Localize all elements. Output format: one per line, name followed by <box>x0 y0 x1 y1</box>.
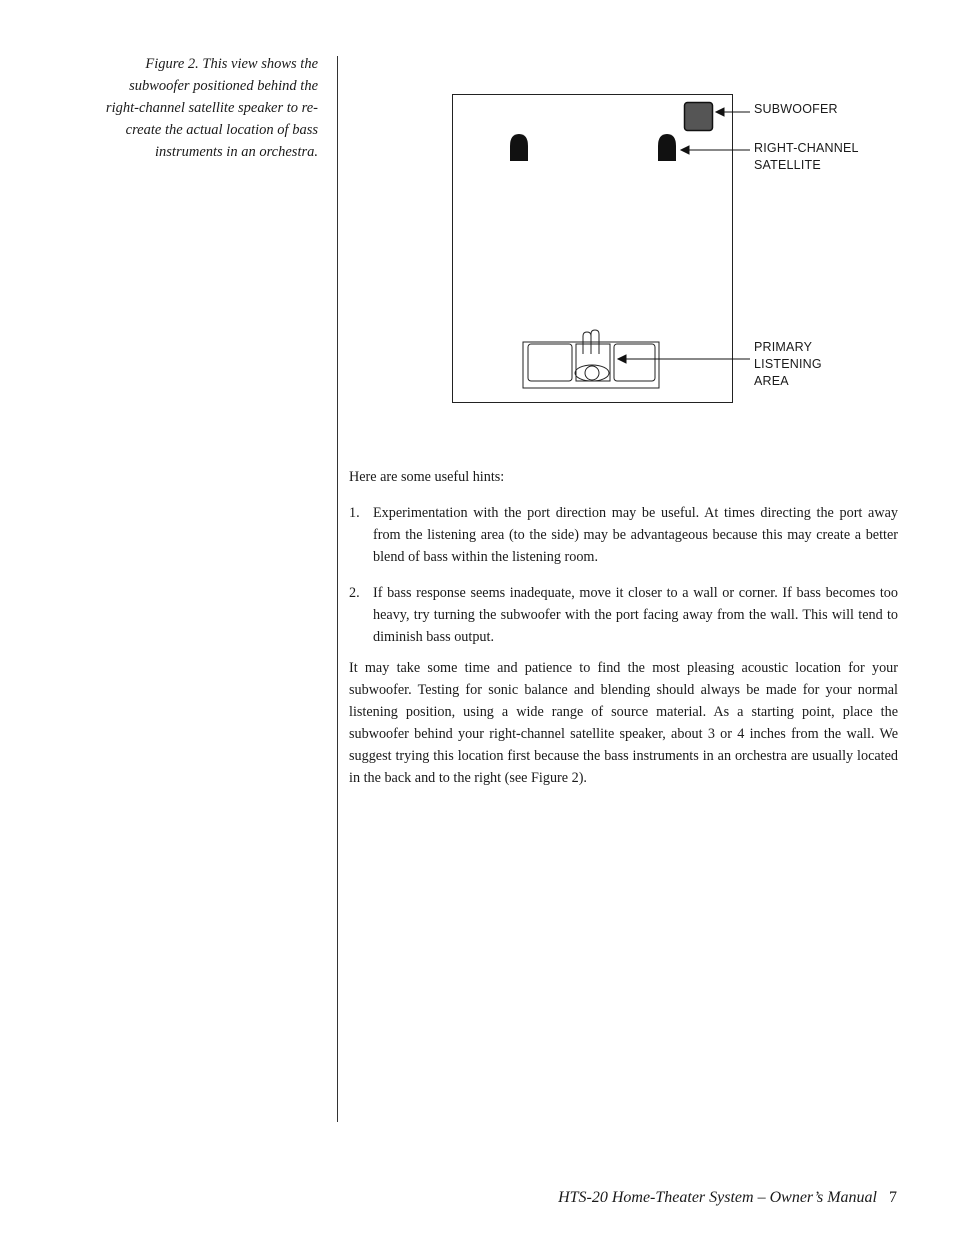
hints-intro: Here are some useful hints: <box>349 469 505 485</box>
page-number: 7 <box>889 1189 897 1206</box>
main-text <box>349 466 898 789</box>
manual-title: HTS-20 Home-Theater System – Owner’s Manual <box>558 1189 877 1206</box>
right-channel-satellite-label: RIGHT-CHANNEL SATELLITE <box>754 141 859 172</box>
figure-caption: Figure 2. This view shows the subwoofer positioned behind the right-channel satellite speaker to re-create the actual location of bass instruments in an orchestra. <box>105 56 318 160</box>
list-number: 1. <box>349 505 360 521</box>
subwoofer-label: SUBWOOFER <box>754 102 838 116</box>
primary-listening-area-label: PRIMARY LISTENING AREA <box>754 340 822 388</box>
room-outline <box>453 95 733 403</box>
page-footer <box>558 1189 897 1207</box>
closing-paragraph: It may take some time and patience to find the most pleasing acoustic location for your subwoofer. Testing for sonic balance and blending should always be made for your normal listening position, using a wide range of source material. As a starting point, place the subwoofer behind your right-channel satellite speaker, about 3 or 4 inches from the wall. We suggest trying this location first because the bass instruments in an orchestra are usually located in the back and to the right (see Figure 2). <box>349 660 898 786</box>
label-arrows <box>618 108 750 363</box>
right-channel-satellite <box>658 134 676 161</box>
list-text: Experimentation with the port direction may be useful. At times directing the port away from the listening area (to the side) may be advantageous because this may create a better blend of bass within the listening room. <box>373 505 898 565</box>
room-diagram <box>440 88 860 408</box>
column-divider <box>337 56 338 1122</box>
hints-list <box>349 502 898 648</box>
list-item <box>349 502 898 568</box>
list-text: If bass response seems inadequate, move it closer to a wall or corner. If bass becomes too heavy, try turning the subwoofer with the port facing away from the wall. This will tend to diminish bass output. <box>373 585 898 645</box>
subwoofer <box>685 103 713 131</box>
list-number: 2. <box>349 585 360 601</box>
list-item <box>349 582 898 648</box>
left-satellite <box>510 134 528 161</box>
